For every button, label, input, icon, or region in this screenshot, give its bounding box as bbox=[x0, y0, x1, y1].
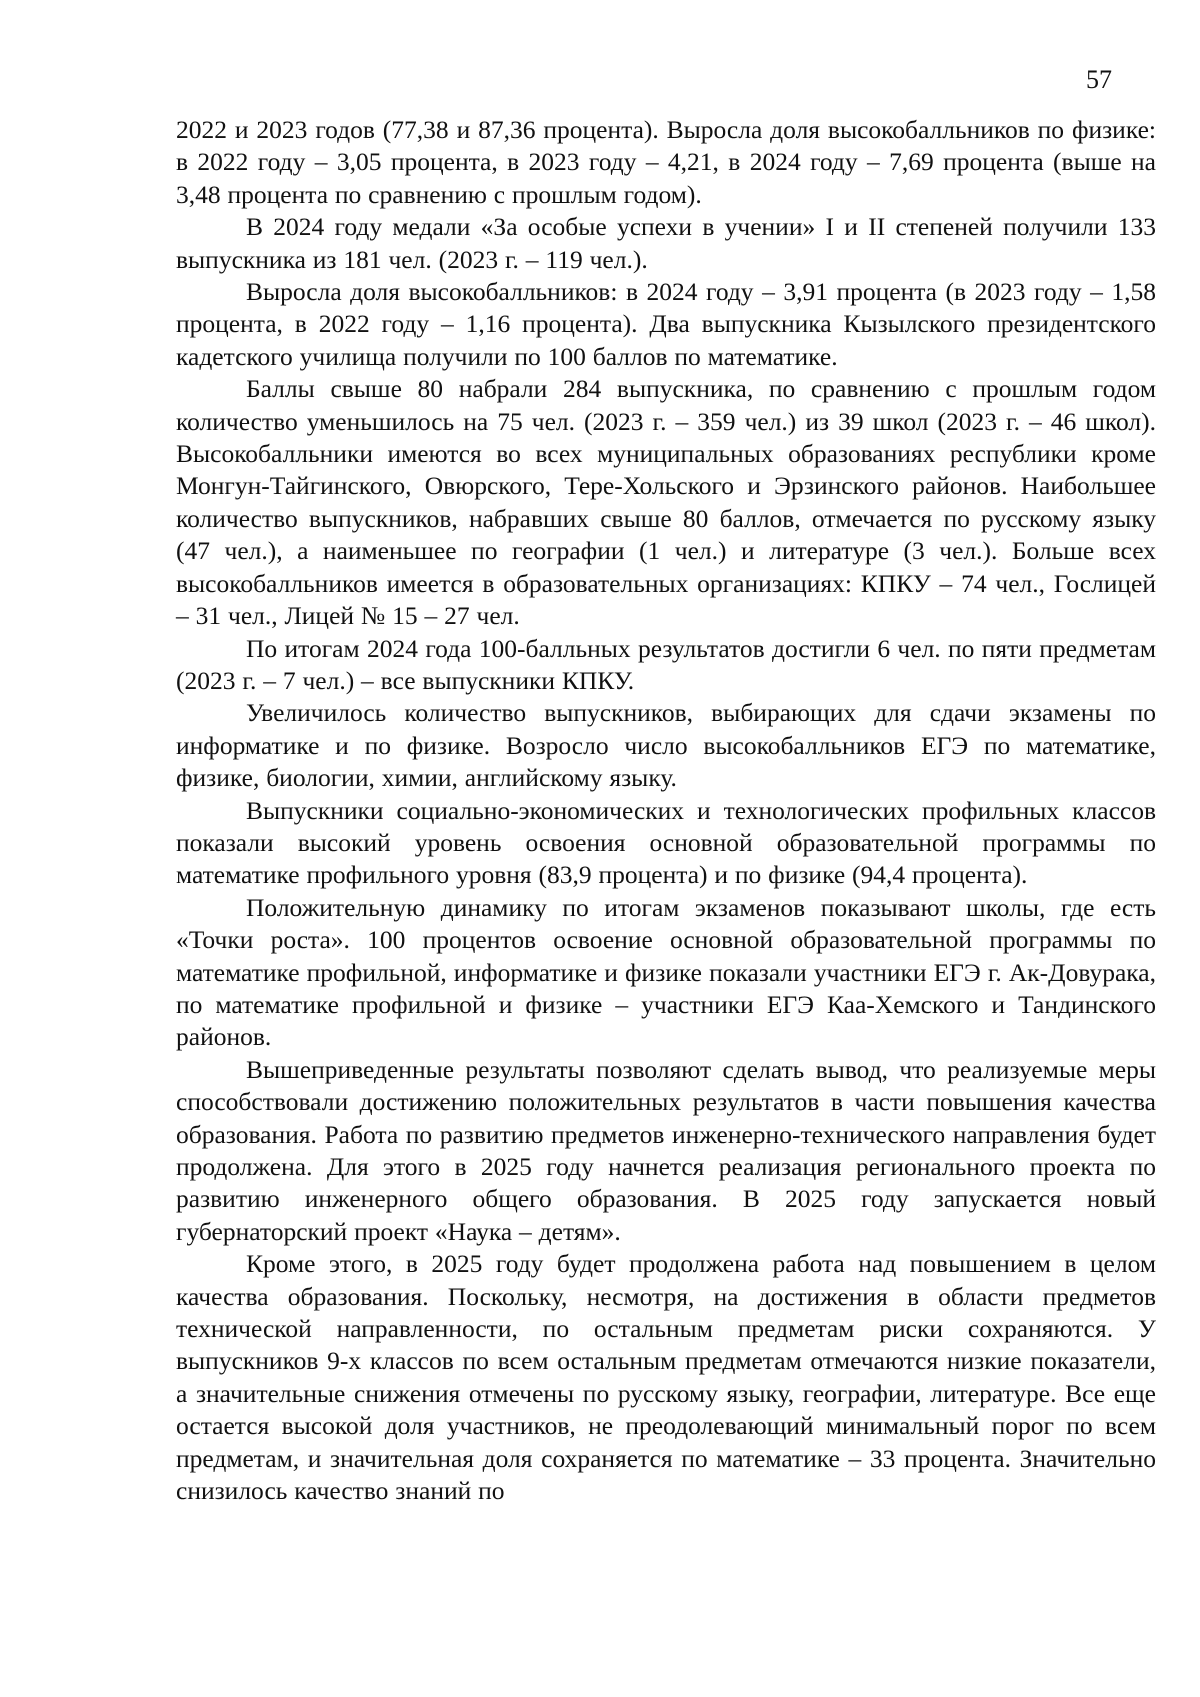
paragraph: Выпускники социально-экономических и технологических профильных классов показали высокий уровень освоения основной образовательной программы по математике профильного уровня (83,9 процента) и по физике (94,4 процента). bbox=[176, 795, 1156, 890]
paragraph: Положительную динамику по итогам экзаменов показывают школы, где есть «Точки роста». 100 процентов освоение основной образовательной программы по математике профильной, информатике и физике показали участники ЕГЭ г. Ак-Довурака, по математике профильной и физике – участники ЕГЭ Каа-Хемского и Тандинского районов. bbox=[176, 892, 1156, 1052]
paragraph: Баллы свыше 80 набрали 284 выпускника, по сравнению с прошлым годом количество уменьшилось на 75 чел. (2023 г. – 359 чел.) из 39 школ (2023 г. – 46 школ). Высокобалльники имеются во всех муниципальных образованиях республики кроме Монгун-Тайгинского, Овюрского, Тере-Хольского и Эрзинского районов. Наибольшее количество выпускников, набравших свыше 80 баллов, отмечается по русскому языку (47 чел.), а наименьшее по географии (1 чел.) и литературе (3 чел.). Больше всех высокобалльников имеется в образовательных организациях: КПКУ – 74 чел., Гослицей – 31 чел., Лицей № 15 – 27 чел. bbox=[176, 374, 1156, 631]
paragraph: Выросла доля высокобалльников: в 2024 году – 3,91 процента (в 2023 году – 1,58 процента, в 2022 году – 1,16 процента). Два выпускника Кызылского президентского кадетского училища получили по 100 баллов по математике. bbox=[176, 277, 1156, 371]
paragraph: 2022 и 2023 годов (77,38 и 87,36 процента). Выросла доля высокобалльников по физике: в 2022 году – 3,05 процента, в 2023 году – 4,21, в 2024 году – 7,69 процента (выше на 3,48 процента по сравнению с прошлым годом). bbox=[176, 115, 1156, 209]
paragraph: Увеличилось количество выпускников, выбирающих для сдачи экзамены по информатике и по физике. Возросло число высокобалльников ЕГЭ по математике, физике, биологии, химии, английскому языку. bbox=[176, 698, 1156, 793]
paragraph: Кроме этого, в 2025 году будет продолжена работа над повышением в целом качества образования. Поскольку, несмотря, на достижения в области предметов технической направленности, по остальным предметам риски сохраняются. У выпускников 9-х классов по всем остальным предметам отмечаются низкие показатели, а значительные снижения отмечены по русскому языку, географии, литературе. Все еще остается высокой доля участников, не преодолевающий минимальный порог по всем предметам, и значительная доля сохраняется по математике – 33 процента. Значительно снизилось качество знаний по bbox=[176, 1249, 1156, 1506]
paragraph: Вышеприведенные результаты позволяют сделать вывод, что реализуемые меры способствовали достижению положительных результатов в части повышения качества образования. Работа по развитию предметов инженерно-технического направления будет продолжена. Для этого в 2025 году начнется реализация регионального проекта по развитию инженерного общего образования. В 2025 году запускается новый губернаторский проект «Наука – детям». bbox=[176, 1054, 1156, 1246]
paragraph: В 2024 году медали «За особые успехи в учении» I и II степеней получили 133 выпускника из 181 чел. (2023 г. – 119 чел.). bbox=[176, 212, 1156, 274]
paragraph: По итогам 2024 года 100-балльных результатов достигли 6 чел. по пяти предметам (2023 г. – 7 чел.) – все выпускники КПКУ. bbox=[176, 633, 1156, 695]
body-text bbox=[176, 114, 1156, 1507]
page-number: 57 bbox=[1086, 65, 1112, 94]
